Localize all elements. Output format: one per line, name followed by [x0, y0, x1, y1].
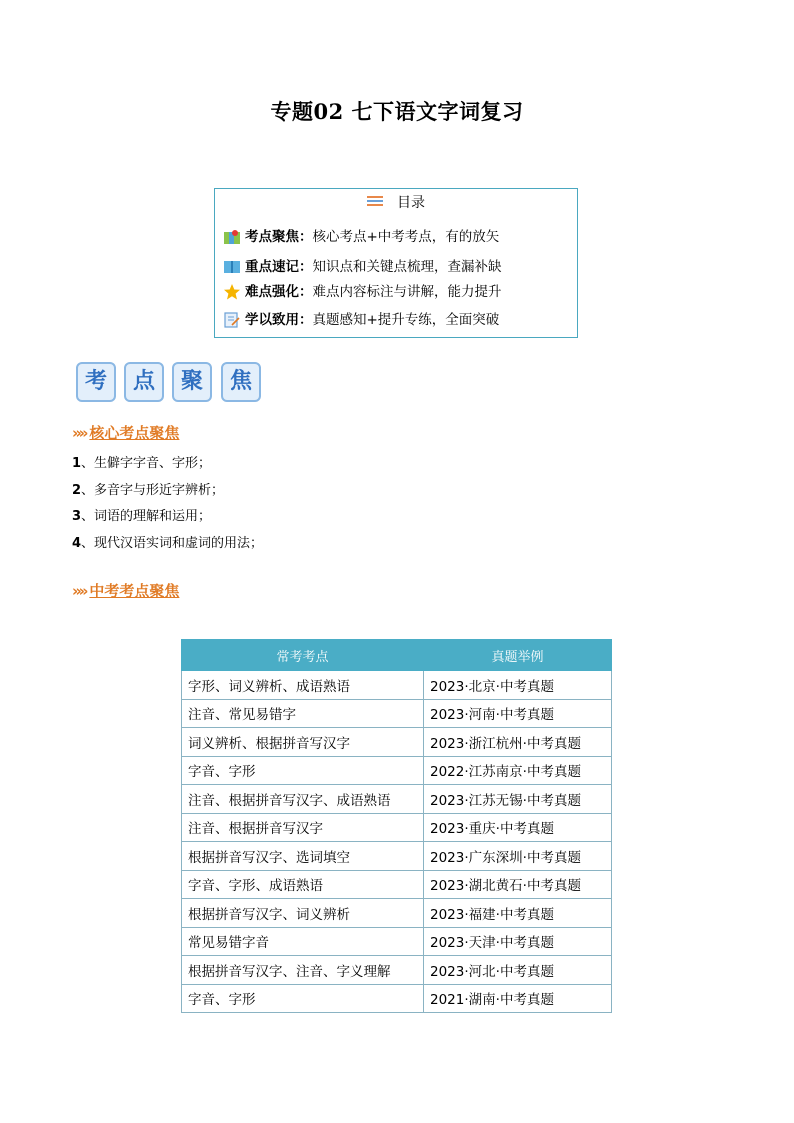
toc-box — [214, 188, 578, 338]
table-cell: 2023·北京·中考真题 — [424, 671, 612, 700]
banner-char: 考 — [76, 362, 116, 402]
table-cell: 根据拼音写汉字、注音、字义理解 — [182, 956, 424, 985]
table-cell: 2023·江苏无锡·中考真题 — [424, 785, 612, 814]
table-cell: 2023·河南·中考真题 — [424, 699, 612, 728]
table-row — [182, 813, 612, 842]
core-list — [72, 452, 263, 558]
exam-table — [181, 639, 612, 1013]
table-row — [182, 870, 612, 899]
table-row — [182, 756, 612, 785]
table-cell: 2023·湖北黄石·中考真题 — [424, 870, 612, 899]
toc-row: 学以致用：真题感知+提升专练，全面突破 — [223, 308, 499, 328]
table-cell: 2022·江苏南京·中考真题 — [424, 756, 612, 785]
table-cell: 2023·浙江杭州·中考真题 — [424, 728, 612, 757]
list-item: 2、多音字与形近字辨析； — [72, 482, 225, 498]
star-icon — [223, 284, 241, 300]
list-item: 4、现代汉语实词和虚词的用法； — [72, 535, 264, 551]
table-row — [182, 899, 612, 928]
table-cell: 根据拼音写汉字、词义辨析 — [182, 899, 424, 928]
table-row — [182, 842, 612, 871]
column-header: 常考考点 — [182, 640, 424, 671]
table-cell: 根据拼音写汉字、选词填空 — [182, 842, 424, 871]
toc-row: 重点速记：知识点和关键点梳理，查漏补缺 — [223, 255, 502, 275]
toc-row: 难点强化：难点内容标注与讲解，能力提升 — [223, 280, 502, 300]
table-cell: 词义辨析、根据拼音写汉字 — [182, 728, 424, 757]
table-cell: 2021·湖南·中考真题 — [424, 984, 612, 1013]
list-icon — [367, 196, 383, 207]
table-cell: 常见易错字音 — [182, 927, 424, 956]
map-icon — [223, 229, 241, 245]
table-cell: 注音、根据拼音写汉字 — [182, 813, 424, 842]
exam-heading: »» 中考考点聚焦 — [72, 582, 180, 600]
table-row — [182, 699, 612, 728]
table-cell: 字音、字形 — [182, 756, 424, 785]
table-cell: 注音、常见易错字 — [182, 699, 424, 728]
notepad-icon — [223, 312, 241, 328]
toc-heading: 目录 — [215, 192, 577, 212]
table-row — [182, 956, 612, 985]
table-row — [182, 927, 612, 956]
banner-char: 焦 — [221, 362, 261, 402]
page-title: 专题02 七下语文字词复习 — [270, 99, 524, 124]
table-cell: 2023·河北·中考真题 — [424, 956, 612, 985]
list-item: 3、词语的理解和运用； — [72, 509, 212, 524]
table-cell: 字音、字形、成语熟语 — [182, 870, 424, 899]
table-cell: 字音、字形 — [182, 984, 424, 1013]
table-row — [182, 671, 612, 700]
table-row — [182, 984, 612, 1013]
list-item: 1、生僻字字音、字形； — [72, 456, 212, 471]
table-row — [182, 785, 612, 814]
toc-row: 考点聚焦：核心考点+中考考点，有的放矢 — [223, 225, 499, 245]
table-cell: 2023·广东深圳·中考真题 — [424, 842, 612, 871]
table-cell: 2023·重庆·中考真题 — [424, 813, 612, 842]
double-chevron-icon: »» — [72, 582, 86, 600]
table-cell: 2023·天津·中考真题 — [424, 927, 612, 956]
core-heading: »» 核心考点聚焦 — [72, 424, 180, 442]
table-cell: 字形、词义辨析、成语熟语 — [182, 671, 424, 700]
table-cell: 注音、根据拼音写汉字、成语熟语 — [182, 785, 424, 814]
table-cell: 2023·福建·中考真题 — [424, 899, 612, 928]
banner-char: 点 — [124, 362, 164, 402]
table-header-row — [182, 640, 612, 671]
table-row — [182, 728, 612, 757]
banner-char: 聚 — [172, 362, 212, 402]
book-icon — [223, 259, 241, 275]
column-header: 真题举例 — [424, 640, 612, 671]
double-chevron-icon: »» — [72, 424, 86, 442]
